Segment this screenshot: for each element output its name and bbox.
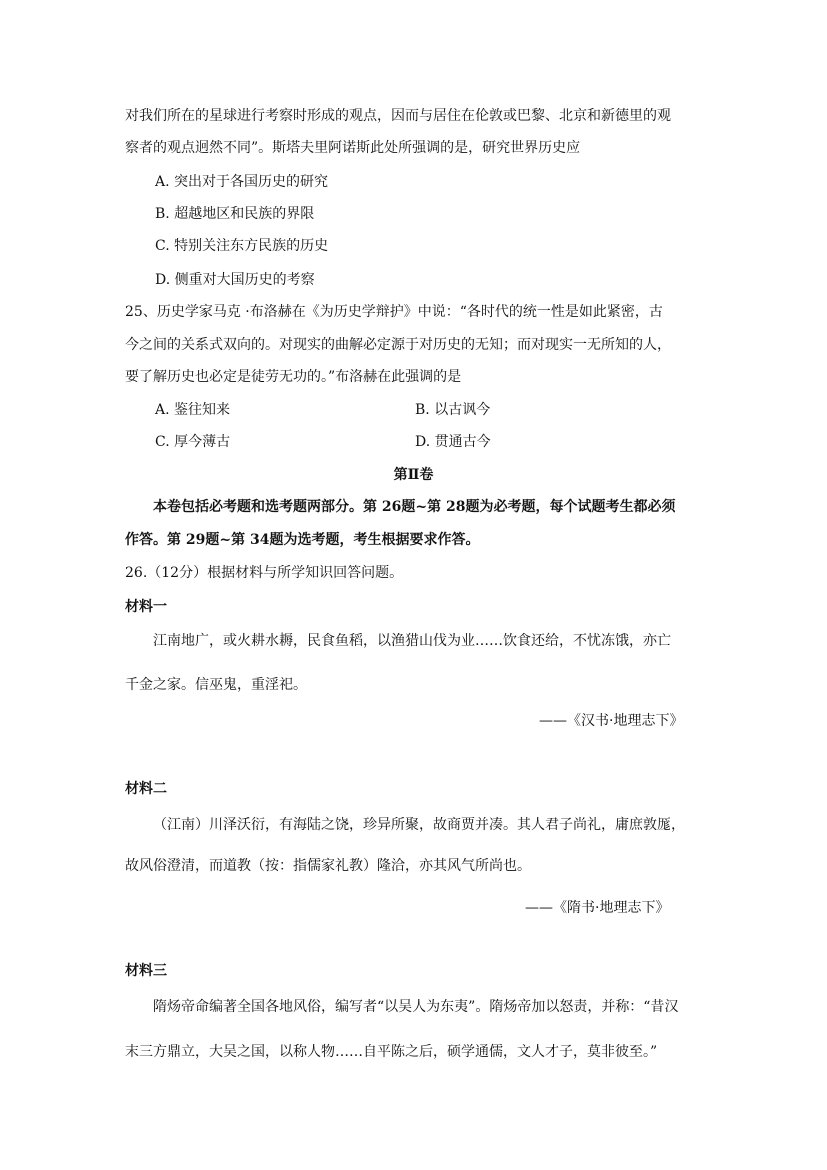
material-2-heading: 材料二 — [125, 781, 167, 797]
q26-stem: 26.（12分）根据材料与所学知识回答问题。 — [125, 565, 404, 581]
material-2-line2: 故风俗澄清，而道教（按：指儒家礼教）隆洽，亦其风气所尚也。 — [125, 858, 531, 874]
q25-option-c: C. 厚今薄古 — [155, 434, 231, 450]
part2-title: 第Ⅱ卷 — [393, 467, 434, 483]
material-2-source: ——《隋书·地理志下》 — [525, 900, 670, 916]
q24-option-d: D. 侧重对大国历史的考察 — [155, 272, 315, 288]
part2-note-line1: 本卷包括必考题和选考题两部分。第 26题~第 28题为必考题，每个试题考生都必须 — [153, 499, 676, 515]
material-1-line1: 江南地广，或火耕水耨，民食鱼稻，以渔猎山伐为业……饮食还给，不忧冻饿，亦亡 — [153, 633, 671, 649]
material-1-line2: 千金之家。信巫鬼，重淫祀。 — [125, 677, 307, 693]
part2-note-line2: 作答。第 29题~第 34题为选考题，考生根据要求作答。 — [125, 532, 480, 548]
material-3-line1: 隋炀帝命编著全国各地风俗，编写者“以吴人为东夷”。隋炀帝加以怒责，并称：“昔汉 — [153, 999, 679, 1015]
material-1-source: ——《汉书·地理志下》 — [539, 713, 684, 729]
q25-option-b: B. 以古讽今 — [415, 402, 491, 418]
q24-stem-line1: 对我们所在的星球进行考察时形成的观点，因而与居住在伦敦或巴黎、北京和新德里的观 — [125, 108, 671, 124]
q25-stem-line3: 要了解历史也必定是徒劳无功的。”布洛赫在此强调的是 — [125, 369, 462, 385]
q25-stem-line1: 25、历史学家马克 ·布洛赫在《为历史学辩护》中说：“各时代的统一性是如此紧密，古 — [125, 304, 663, 320]
material-3-heading: 材料三 — [125, 963, 167, 979]
q25-option-d: D. 贯通古今 — [415, 434, 491, 450]
q25-option-a: A. 鉴往知来 — [155, 402, 231, 418]
q24-option-b: B. 超越地区和民族的界限 — [155, 206, 315, 222]
q24-option-a: A. 突出对于各国历史的研究 — [155, 174, 329, 190]
material-1-heading: 材料一 — [125, 599, 167, 615]
material-2-line1: （江南）川泽沃衍，有海陆之饶，珍异所聚，故商贾并凑。其人君子尚礼，庸庶敦厖， — [153, 817, 685, 833]
q24-option-c: C. 特别关注东方民族的历史 — [155, 238, 329, 254]
q24-stem-line2: 察者的观点迥然不同”。斯塔夫里阿诺斯此处所强调的是，研究世界历史应 — [125, 140, 581, 156]
q25-stem-line2: 今之间的关系式双向的。对现实的曲解必定源于对历史的无知；而对现实一无所知的人， — [125, 337, 671, 353]
material-3-line2: 末三方鼎立，大吴之国，以称人物……自平陈之后，硕学通儒，文人才子，莫非彼至。” — [125, 1044, 658, 1060]
